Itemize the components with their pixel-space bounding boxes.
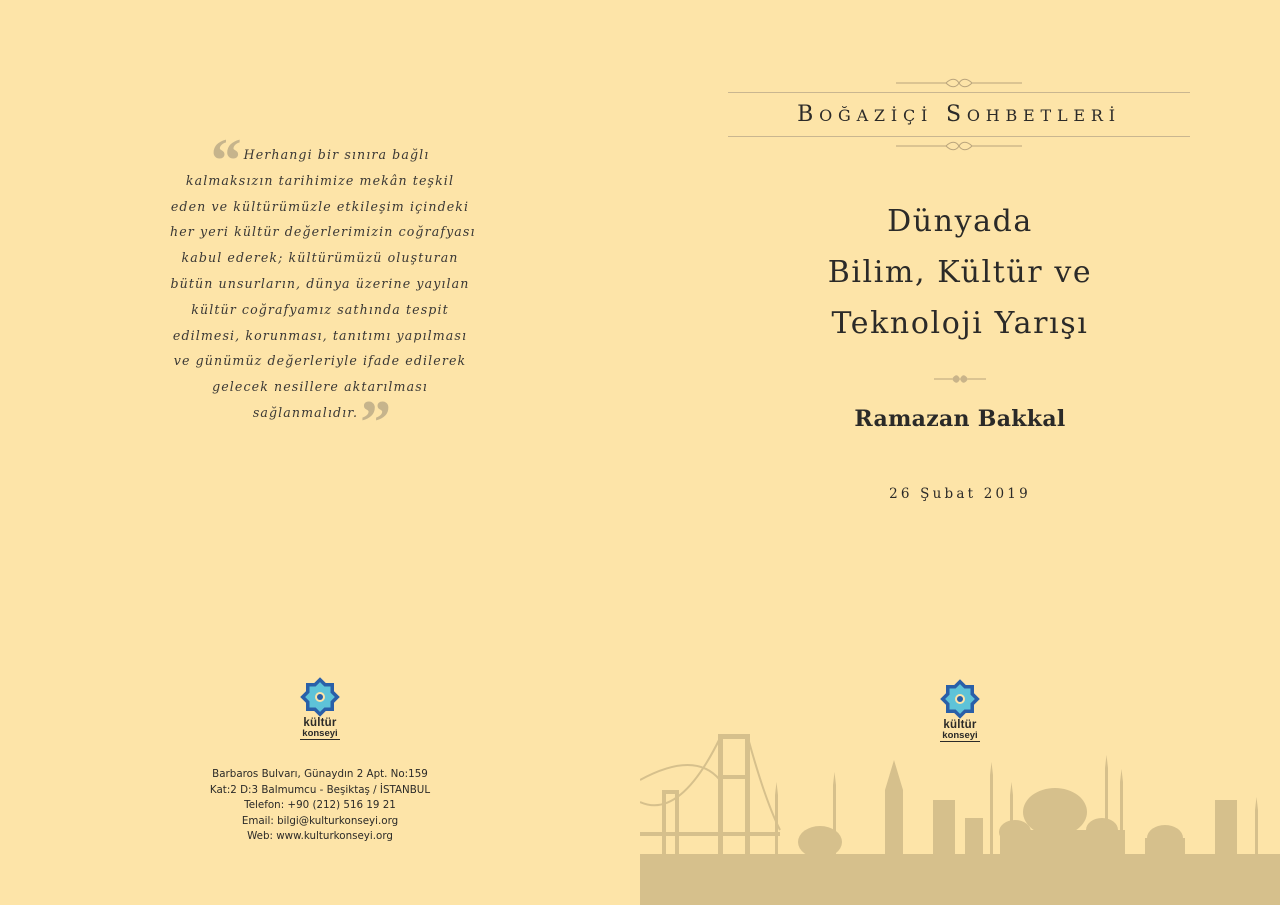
series-title: [728, 93, 1190, 136]
kultur-konseyi-logo: [298, 676, 342, 740]
series-word-1-rest: OĞAZİÇİ: [819, 106, 934, 125]
quote-line: kabul ederek; kültürümüzü oluşturan: [181, 250, 459, 266]
ornament-top-icon: [894, 78, 1024, 88]
quote-line: her yeri kültür değerlerimizin coğrafyası: [170, 224, 476, 240]
ornament-bottom-icon: [894, 141, 1024, 151]
logo-word-kultur: kültür: [303, 717, 337, 729]
quote-line: gelecek nesillere aktarılması: [212, 379, 428, 395]
open-quote-mark: “: [210, 127, 238, 195]
phone-line: Telefon: +90 (212) 516 19 21: [244, 799, 396, 812]
logo-word-kultur: kültür: [943, 719, 977, 731]
author-name: Ramazan Bakkal: [854, 406, 1066, 432]
front-cover: [640, 0, 1280, 905]
ornament-divider-icon: [932, 373, 988, 385]
quote-line: ve günümüz değerleriyle ifade edilerek: [173, 353, 467, 369]
kultur-konseyi-logo: [938, 678, 982, 742]
star-pattern-icon: [299, 676, 341, 718]
quote-line: edilmesi, korunması, tanıtımı yapılması: [172, 327, 468, 343]
address-line: Barbaros Bulvarı, Günaydın 2 Apt. No:159: [212, 768, 428, 780]
logo-word-konseyi: konseyi: [300, 729, 340, 740]
quote-line: kültür coğrafyamız sathında tespit: [191, 301, 449, 317]
series-header: [728, 78, 1190, 151]
logo-word-konseyi: konseyi: [940, 731, 980, 742]
address-block: [160, 767, 480, 845]
quote-line: Herhangi bir sınıra bağlı: [243, 147, 430, 162]
quote-block: [170, 127, 476, 457]
event-title: [640, 196, 1280, 349]
title-line: Teknoloji Yarışı: [831, 306, 1089, 341]
star-pattern-icon: [939, 678, 981, 720]
email-line: Email: bilgi@kulturkonseyi.org: [241, 814, 399, 827]
quote-line: kalmaksızın tarihimize mekân teşkil: [185, 172, 455, 188]
series-rule-bottom: [728, 136, 1190, 137]
title-line: Bilim, Kültür ve: [827, 255, 1093, 290]
series-word-2-rest: OHBETLERİ: [966, 106, 1121, 125]
quote-line: eden ve kültürümüzle etkileşim içindeki: [170, 198, 470, 214]
series-word-1-cap: B: [797, 102, 820, 127]
istanbul-skyline-silhouette: [640, 720, 1280, 905]
series-word-2-cap: S: [945, 102, 967, 127]
quote-line: bütün unsurların, dünya üzerine yayılan: [170, 275, 470, 291]
close-quote-mark: ”: [360, 388, 388, 457]
event-date: 26 Şubat 2019: [889, 486, 1031, 502]
title-line: Dünyada: [887, 204, 1033, 239]
address-line: Kat:2 D:3 Balmumcu - Beşiktaş / İSTANBUL: [209, 783, 431, 796]
web-line: Web: www.kulturkonseyi.org: [247, 830, 393, 843]
quote-line: sağlanmalıdır.: [252, 404, 359, 420]
